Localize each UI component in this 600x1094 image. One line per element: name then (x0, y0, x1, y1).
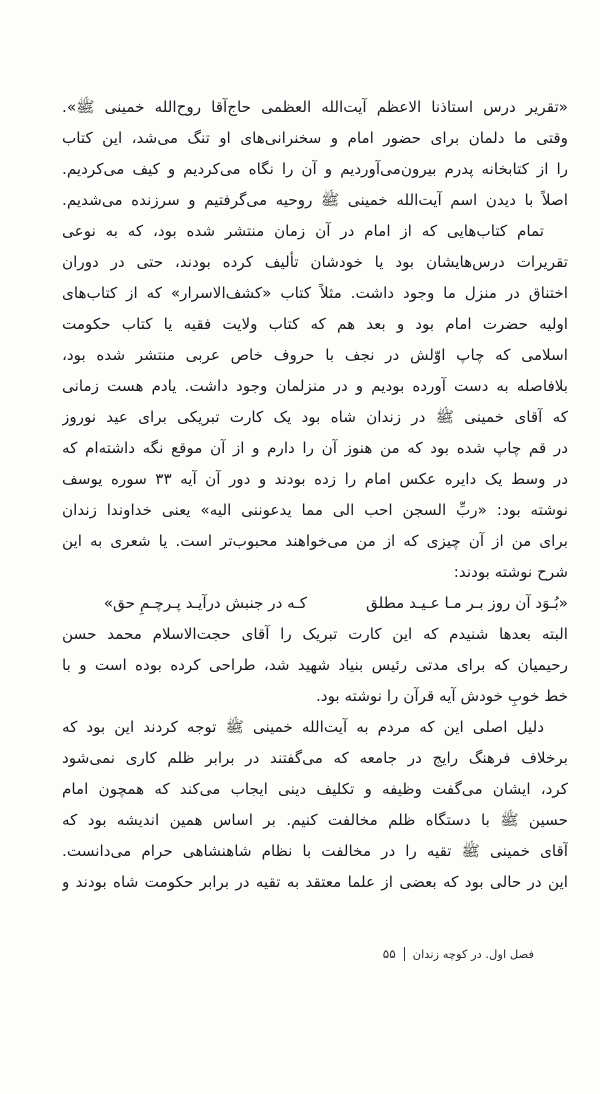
text-line: اولیه حضرت امام بود و بعد هم که کتاب ولایت فقیه یا کتاب حکومت (62, 315, 568, 333)
text-line: تقریرات درس‌هایشان بود یا خودشان تألیف کرده بودند، حتی در دوران (62, 253, 568, 271)
poem-hemistich: «بُـوَد آن روز بـر مـا عـیـد مطلق (366, 594, 568, 612)
text-line: اسلامی که چاپ اوّلش در نجف با حروف خاص عربی منتشر شده بود، (62, 346, 568, 364)
text-line: کرد، ایشان می‌گفت وظیفه و تکلیف دینی ایجاب می‌کند که همچون امام (62, 780, 568, 798)
footer-divider (404, 947, 405, 961)
paragraph (62, 619, 568, 712)
text-line: این در حالی بود که بعضی از علما معتقد به تقیه در برابر حکومت شاه بودند و (62, 873, 568, 891)
text-line: برخلاف فرهنگ رایج در جامعه که می‌گفتند در برابر ظلم کاری نمی‌شود (62, 749, 568, 767)
text-line: آقای خمینی ﷺ تقیه را در مخالفت با نظام شاهنشاهی حرام می‌دانست. (62, 842, 568, 860)
text-line: در وسط یک دایره عکس امام را زده بودند و دور آن آیه ۳۳ سوره یوسف (62, 470, 568, 488)
paragraph (62, 92, 568, 216)
text-line: در قم چاپ شده بود که من هنوز آن را دارم و از آن موقع نگه داشته‌ام که (62, 439, 568, 457)
poem-hemistich: کـه در جنبش درآیـد پـرچـمِ حق» (103, 594, 307, 612)
text-line: را از کتابخانه پدرم بیرون‌می‌آوردیم و آن را نگاه می‌کردیم و کیف می‌کردیم. (62, 160, 568, 178)
paragraph (62, 216, 568, 588)
text-line: خط خوبِ خودش آیه قرآن را نوشته بود. (315, 687, 568, 705)
text-line: که آقای خمینی ﷺ در زندان شاه بود یک کارت تبریکی برای عید نوروز (62, 408, 568, 426)
text-line: بلافاصله به دست آورده بودیم و در منزلمان وجود داشت. یادم هست زمانی (62, 377, 568, 395)
text-line: البته بعدها شنیدم که این کارت تبریک را آقای حجت‌الاسلام محمد حسن (62, 625, 568, 643)
text-line: وقتی ما دلمان برای حضور امام و سخنرانی‌های او تنگ می‌شد، این کتاب (62, 129, 568, 147)
chapter-title: فصل اول. در کوچه زندان (412, 947, 534, 961)
body-text (62, 92, 568, 898)
text-line: شرح نوشته بودند: (453, 563, 568, 581)
text-line: اصلاً با دیدن اسم آیت‌الله خمینی ﷺ روحیه می‌گرفتیم و سرزنده می‌شدیم. (62, 191, 568, 209)
poem-verse (62, 588, 568, 619)
text-line: نوشته بود: «ربِّ السجن احب الی مما یدعوننی الیه» یعنی خداوندا زندان (62, 501, 568, 519)
page-footer (383, 947, 534, 961)
text-line: اختناق در منزل ما وجود داشت. مثلاً کتاب «کشف‌الاسرار» که از کتاب‌های (62, 284, 568, 302)
text-line: دلیل اصلی این که مردم به آیت‌الله خمینی ﷺ توجه کردند این بود که (62, 718, 544, 736)
text-line: برای من از آن چیزی که از من می‌خواهند محبوب‌تر است. یا شعری به این (62, 532, 568, 550)
page-number: ۵۵ (382, 947, 396, 961)
text-line: «تقریر درس استاذنا الاعظم آیت‌الله العظمی حاج‌آقا روح‌الله خمینی ﷺ». (62, 98, 568, 116)
text-line: حسین ﷺ با دستگاه ظلم مخالفت کنیم. بر اساس همین اندیشه بود که (62, 811, 568, 829)
text-line: رحیمیان که برای مدتی رئیس بنیاد شهید شد، طراحی کرده بوده است و با (62, 656, 568, 674)
text-line: تمام کتاب‌هایی که از امام در آن زمان منتشر شده بود، که به نوعی (62, 222, 544, 240)
paragraph (62, 712, 568, 898)
